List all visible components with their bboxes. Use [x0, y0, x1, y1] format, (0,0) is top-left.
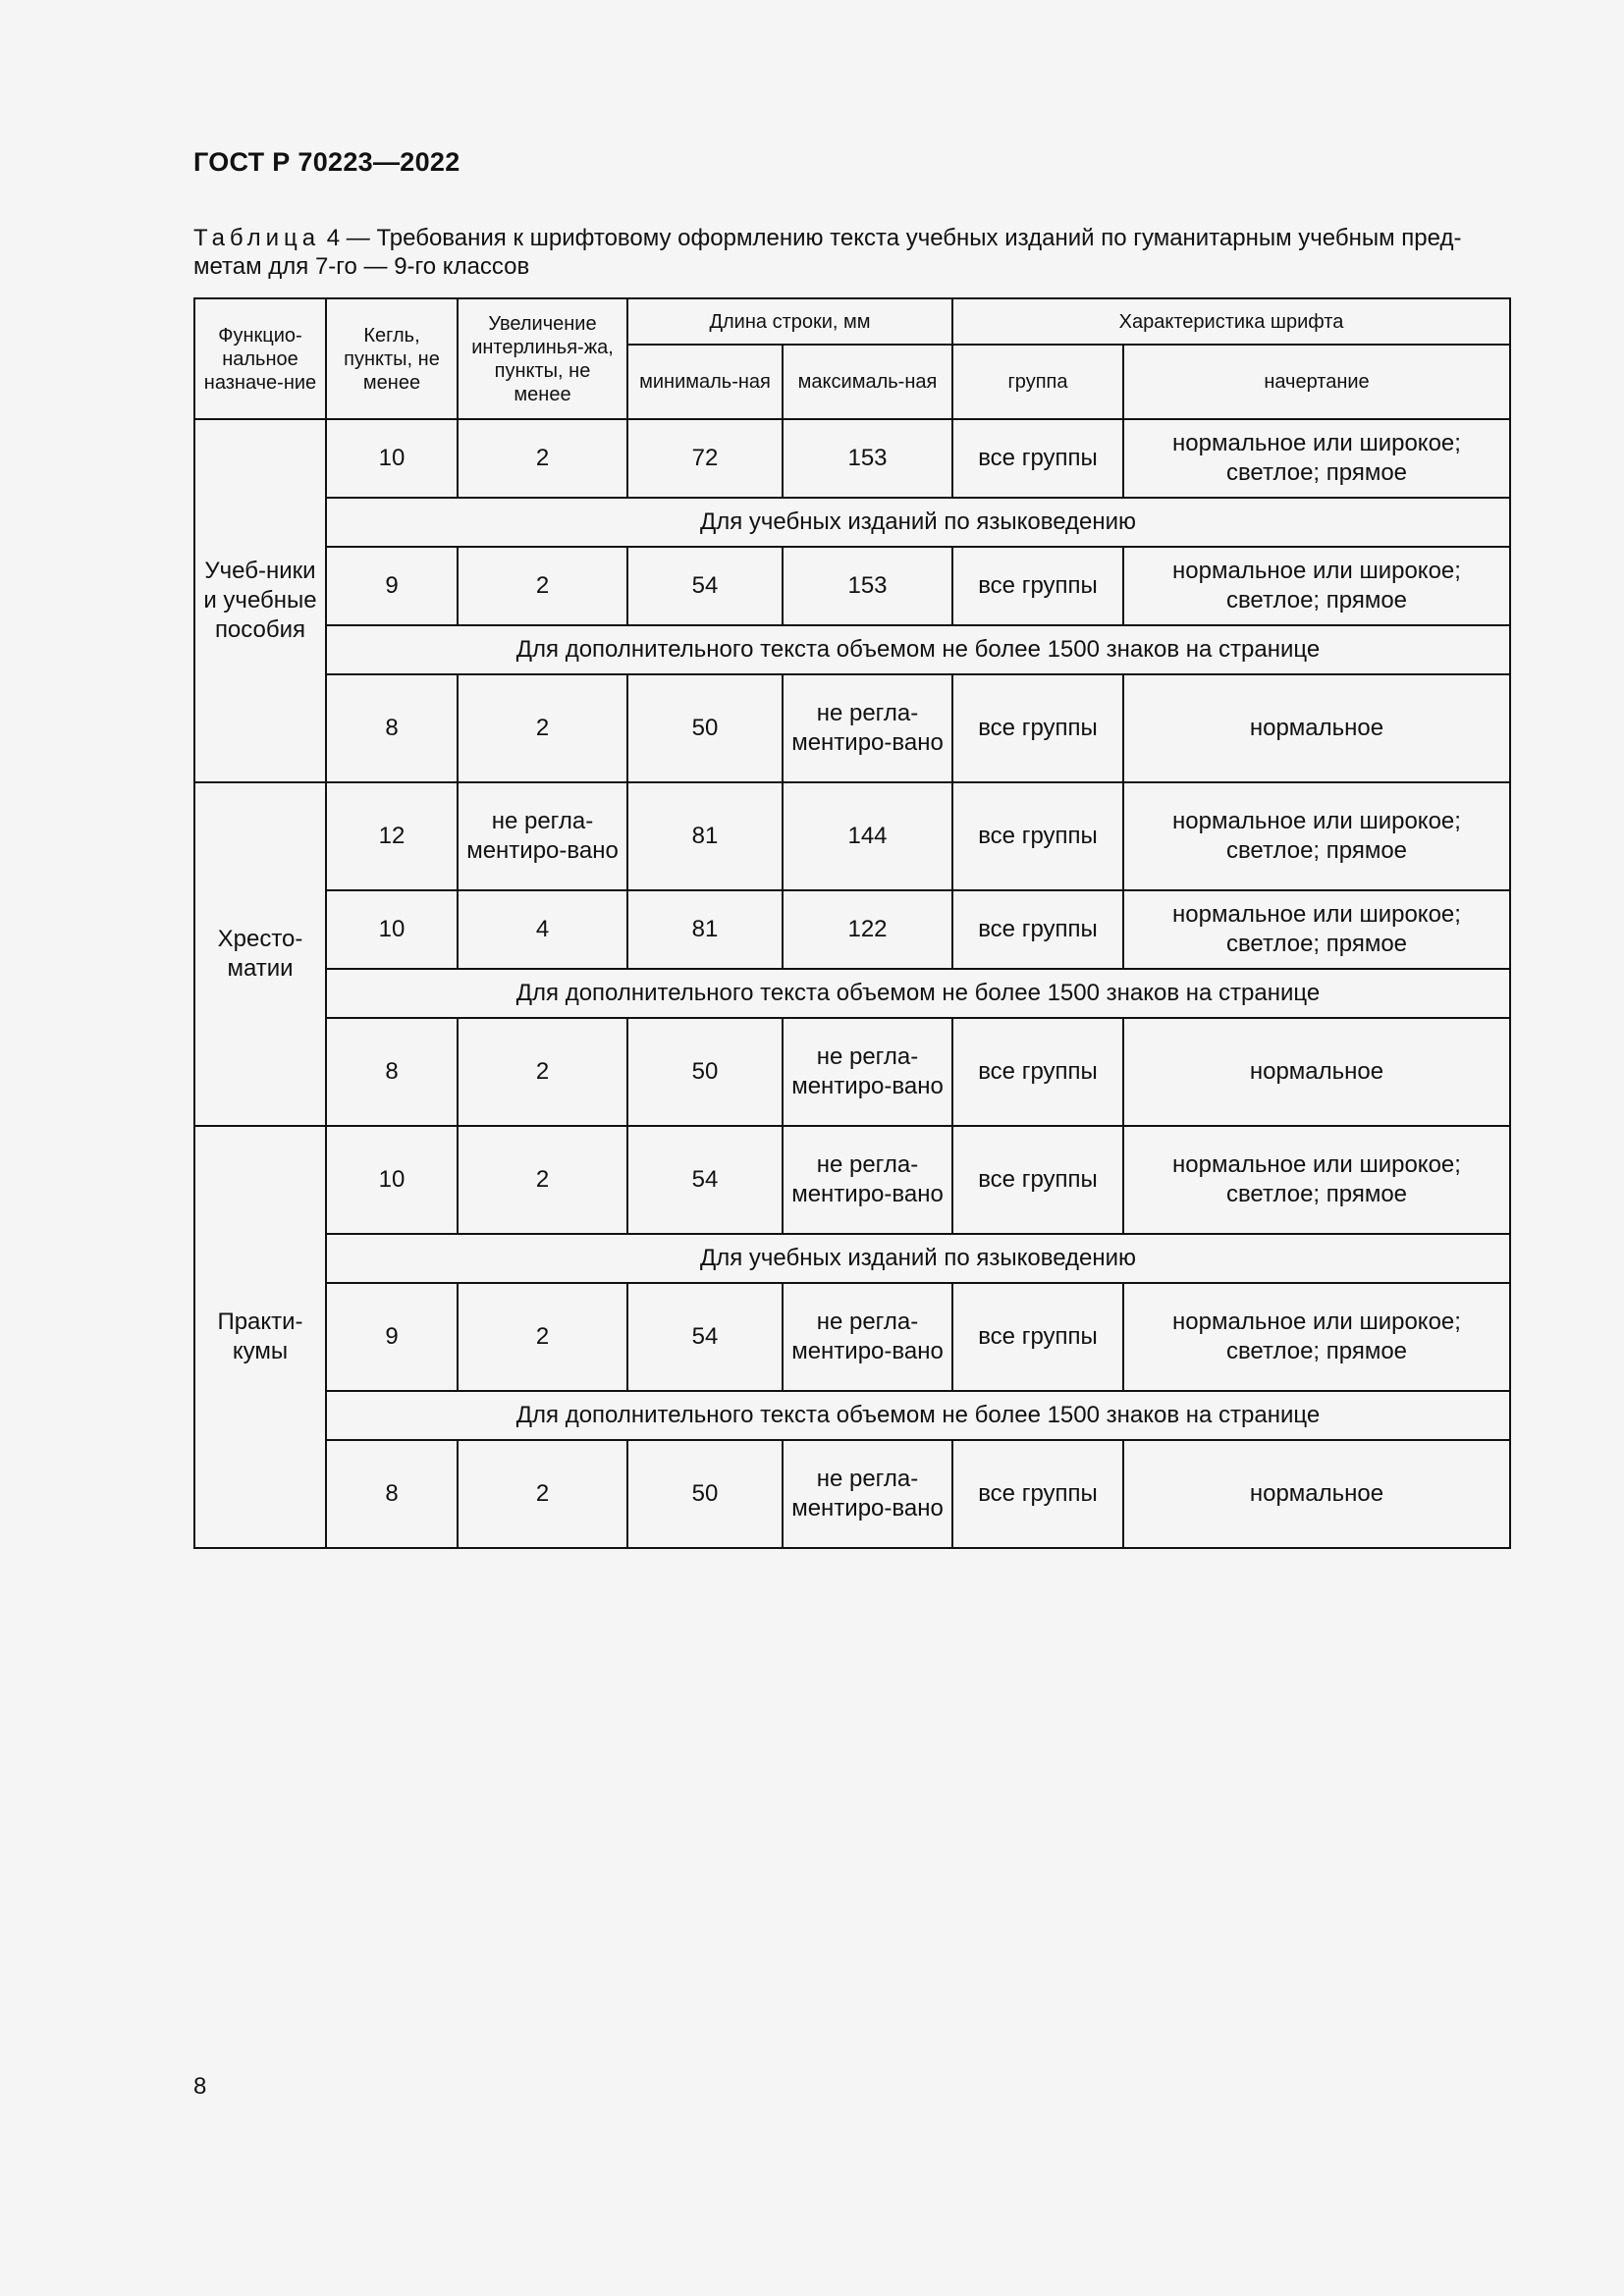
- cell-kegl: 9: [326, 547, 458, 625]
- cell-interline: 2: [458, 1283, 627, 1391]
- cell-max: не регла-ментиро-вано: [783, 1283, 952, 1391]
- cell-style: нормальное или широкое; светлое; прямое: [1123, 419, 1510, 498]
- table-caption: [193, 224, 1509, 281]
- header-interline: Увеличение интерлинья-жа, пункты, не менее: [458, 298, 627, 419]
- cell-max: не регла-ментиро-вано: [783, 1018, 952, 1126]
- cell-group: все группы: [952, 419, 1123, 498]
- cell-interline: 4: [458, 890, 627, 969]
- cell-style: нормальное или широкое; светлое; прямое: [1123, 1126, 1510, 1234]
- table-row: [194, 1283, 1510, 1391]
- cell-interline: 2: [458, 1440, 627, 1548]
- cell-interline: не регла-ментиро-вано: [458, 782, 627, 890]
- section-name: Хресто-матии: [194, 782, 326, 1126]
- cell-max: 122: [783, 890, 952, 969]
- cell-kegl: 10: [326, 1126, 458, 1234]
- cell-interline: 2: [458, 674, 627, 782]
- header-kegl: Кегль, пункты, не менее: [326, 298, 458, 419]
- note-row: Для учебных изданий по языковедению: [326, 1234, 1510, 1283]
- cell-max: 153: [783, 419, 952, 498]
- table-body: [194, 419, 1510, 1548]
- table-header: [194, 298, 1510, 419]
- cell-kegl: 12: [326, 782, 458, 890]
- document-id-header: ГОСТ Р 70223—2022: [193, 147, 460, 177]
- cell-group: все группы: [952, 547, 1123, 625]
- note-row: Для дополнительного текста объемом не более 1500 знаков на странице: [326, 969, 1510, 1018]
- cell-kegl: 8: [326, 674, 458, 782]
- table-row: [194, 674, 1510, 782]
- cell-group: все группы: [952, 1283, 1123, 1391]
- table-caption-text-line2: метам для 7-го — 9-го классов: [193, 253, 530, 280]
- cell-interline: 2: [458, 419, 627, 498]
- cell-min: 81: [627, 890, 783, 969]
- cell-group: все группы: [952, 782, 1123, 890]
- table-row: [194, 969, 1510, 1018]
- cell-style: нормальное: [1123, 1018, 1510, 1126]
- table-caption-label: Таблица: [193, 225, 321, 251]
- cell-min: 72: [627, 419, 783, 498]
- cell-style: нормальное или широкое; светлое; прямое: [1123, 1283, 1510, 1391]
- table-caption-text: 4 — Требования к шрифтовому оформлению текста учебных изданий по гуманитарным учебным пред-: [326, 225, 1462, 251]
- cell-min: 54: [627, 1283, 783, 1391]
- cell-style: нормальное: [1123, 1440, 1510, 1548]
- note-row: Для дополнительного текста объемом не более 1500 знаков на странице: [326, 625, 1510, 674]
- page-number: 8: [193, 2073, 207, 2100]
- cell-interline: 2: [458, 547, 627, 625]
- header-min: минималь-ная: [627, 345, 783, 419]
- cell-min: 54: [627, 1126, 783, 1234]
- cell-style: нормальное или широкое; светлое; прямое: [1123, 547, 1510, 625]
- cell-group: все группы: [952, 890, 1123, 969]
- cell-max: не регла-ментиро-вано: [783, 1440, 952, 1548]
- cell-min: 50: [627, 1018, 783, 1126]
- cell-max: 153: [783, 547, 952, 625]
- cell-interline: 2: [458, 1018, 627, 1126]
- cell-kegl: 8: [326, 1440, 458, 1548]
- cell-min: 81: [627, 782, 783, 890]
- cell-max: 144: [783, 782, 952, 890]
- cell-min: 54: [627, 547, 783, 625]
- table-row: [194, 1440, 1510, 1548]
- cell-group: все группы: [952, 1440, 1123, 1548]
- cell-kegl: 10: [326, 890, 458, 969]
- cell-kegl: 10: [326, 419, 458, 498]
- cell-max: не регла-ментиро-вано: [783, 1126, 952, 1234]
- table-row: [194, 1391, 1510, 1440]
- font-requirements-table: [193, 297, 1511, 1549]
- cell-interline: 2: [458, 1126, 627, 1234]
- table-row: [194, 625, 1510, 674]
- section-name: Учеб-ники и учебные пособия: [194, 419, 326, 782]
- header-group: группа: [952, 345, 1123, 419]
- table-row: [194, 1234, 1510, 1283]
- cell-min: 50: [627, 674, 783, 782]
- cell-group: все группы: [952, 1126, 1123, 1234]
- table-row: [194, 1018, 1510, 1126]
- cell-min: 50: [627, 1440, 783, 1548]
- note-row: Для дополнительного текста объемом не более 1500 знаков на странице: [326, 1391, 1510, 1440]
- table-row: [194, 890, 1510, 969]
- header-font-characteristic: Характеристика шрифта: [952, 298, 1510, 345]
- header-style: начертание: [1123, 345, 1510, 419]
- cell-max: не регла-ментиро-вано: [783, 674, 952, 782]
- header-function: Функцио-нальное назначе-ние: [194, 298, 326, 419]
- cell-kegl: 9: [326, 1283, 458, 1391]
- table-row: [194, 782, 1510, 890]
- cell-group: все группы: [952, 674, 1123, 782]
- table-row: [194, 498, 1510, 547]
- table-row: [194, 547, 1510, 625]
- section-name: Практи-кумы: [194, 1126, 326, 1548]
- cell-style: нормальное или широкое; светлое; прямое: [1123, 782, 1510, 890]
- header-max: максималь-ная: [783, 345, 952, 419]
- cell-kegl: 8: [326, 1018, 458, 1126]
- header-line-length: Длина строки, мм: [627, 298, 952, 345]
- table-row: [194, 1126, 1510, 1234]
- note-row: Для учебных изданий по языковедению: [326, 498, 1510, 547]
- table-row: [194, 419, 1510, 498]
- cell-style: нормальное: [1123, 674, 1510, 782]
- cell-group: все группы: [952, 1018, 1123, 1126]
- cell-style: нормальное или широкое; светлое; прямое: [1123, 890, 1510, 969]
